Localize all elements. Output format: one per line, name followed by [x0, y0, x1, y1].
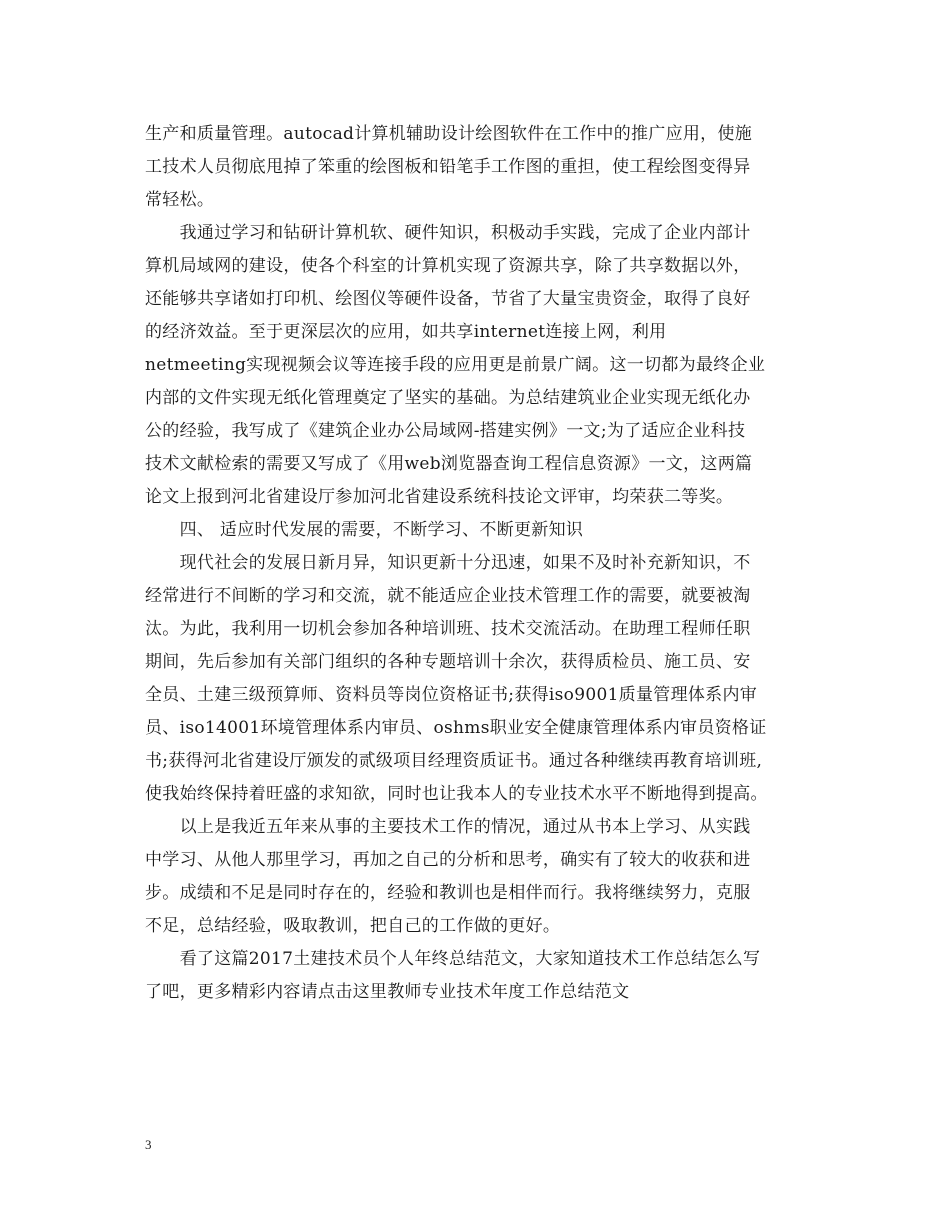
text-line: 生产和质量管理。autocad计算机辅助设计绘图软件在工作中的推广应用，使施: [145, 124, 753, 144]
text-line: 常轻松。: [145, 190, 215, 210]
text-line: 不足，总结经验，吸取教训，把自己的工作做的更好。: [145, 916, 561, 936]
text-line: 工技术人员彻底甩掉了笨重的绘图板和铅笔手工作图的重担，使工程绘图变得异: [145, 157, 751, 177]
text-line: 步。成绩和不足是同时存在的，经验和教训也是相伴而行。我将继续努力，克服: [145, 883, 751, 903]
text-line: 期间，先后参加有关部门组织的各种专题培训十余次，获得质检员、施工员、安: [145, 652, 751, 672]
text-line: 论文上报到河北省建设厅参加河北省建设系统科技论文评审，均荣获二等奖。: [145, 487, 734, 507]
text-line: 全员、土建三级预算师、资料员等岗位资格证书;获得iso9001质量管理体系内审: [145, 685, 758, 705]
text-line: 的经济效益。至于更深层次的应用，如共享internet连接上网，利用: [145, 322, 667, 342]
text-line: 我通过学习和钻研计算机软、硬件知识，积极动手实践，完成了企业内部计: [145, 223, 751, 243]
text-line: 看了这篇2017土建技术员个人年终总结范文，大家知道技术工作总结怎么写: [145, 949, 761, 969]
text-line: 汰。为此，我利用一切机会参加各种培训班、技术交流活动。在助理工程师任职: [145, 619, 751, 639]
text-line: 经常进行不间断的学习和交流，就不能适应企业技术管理工作的需要，就要被淘: [145, 586, 751, 606]
text-line: 书;获得河北省建设厅颁发的贰级项目经理资质证书。通过各种继续再教育培训班,: [145, 751, 763, 771]
text-line: 现代社会的发展日新月异，知识更新十分迅速，如果不及时补充新知识，不: [145, 553, 751, 573]
text-line: 员、iso14001环境管理体系内审员、oshms职业安全健康管理体系内审员资格证: [145, 718, 767, 738]
text-line: 中学习、从他人那里学习，再加之自己的分析和思考，确实有了较大的收获和进: [145, 850, 751, 870]
text-line: 了吧，更多精彩内容请点击这里教师专业技术年度工作总结范文: [145, 982, 630, 1002]
text-line: 使我始终保持着旺盛的求知欲，同时也让我本人的专业技术水平不断地得到提高。: [145, 784, 768, 804]
text-line: 以上是我近五年来从事的主要技术工作的情况，通过从书本上学习、从实践: [145, 817, 751, 837]
text-line: 技术文献检索的需要又写成了《用web浏览器查询工程信息资源》一文，这两篇: [145, 454, 753, 474]
text-line: 算机局域网的建设，使各个科室的计算机实现了资源共享，除了共享数据以外，: [145, 256, 751, 276]
text-line: netmeeting实现视频会议等连接手段的应用更是前景广阔。这一切都为最终企业: [145, 355, 766, 375]
body-text: [145, 118, 825, 1009]
section-heading: 四、 适应时代发展的需要，不断学习、不断更新知识: [145, 520, 584, 540]
page-number: 3: [145, 1137, 152, 1152]
text-line: 公的经验，我写成了《建筑企业办公局域网-搭建实例》一文;为了适应企业科技: [145, 421, 746, 441]
text-line: 内部的文件实现无纸化管理奠定了坚实的基础。为总结建筑业企业实现无纸化办: [145, 388, 751, 408]
text-line: 还能够共享诸如打印机、绘图仪等硬件设备，节省了大量宝贵资金，取得了良好: [145, 289, 751, 309]
